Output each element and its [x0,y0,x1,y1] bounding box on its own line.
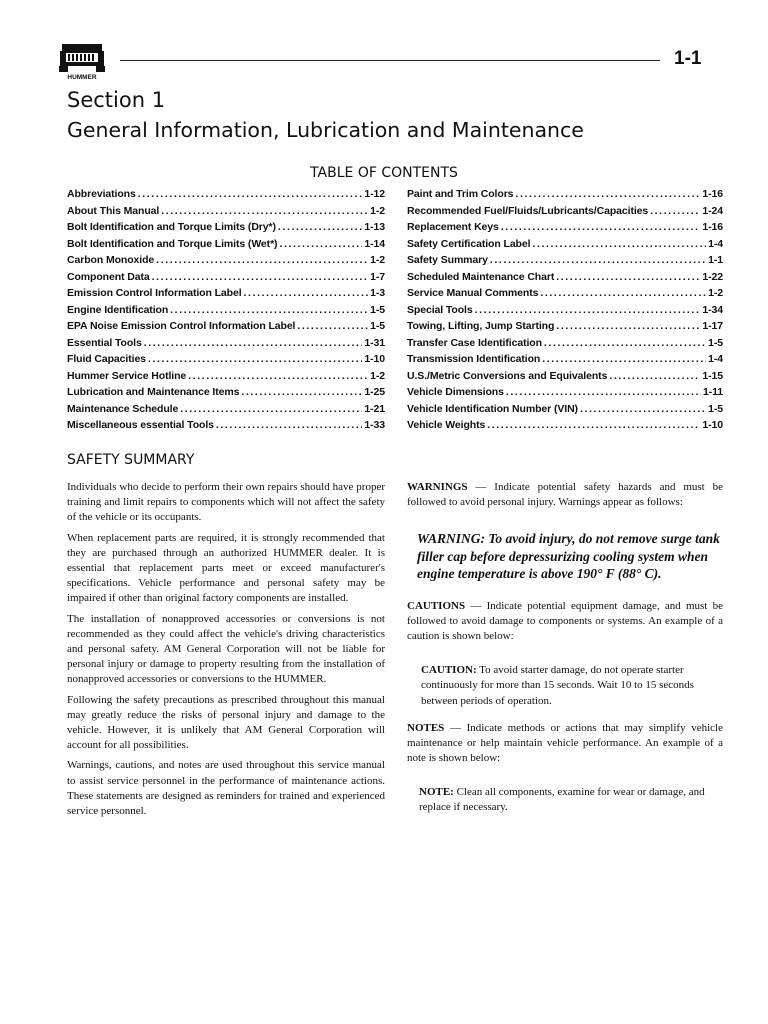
header-rule [120,60,660,61]
page-title: General Information, Lubrication and Maintenance [67,118,584,142]
logo-text: HUMMER [67,74,97,80]
toc-entry-label: Replacement Keys [407,221,499,233]
toc-entry-page: 1-2 [370,369,385,382]
toc-entry-label: Maintenance Schedule [67,402,179,415]
toc-entry-page: 1-10 [364,353,385,365]
toc-entry[interactable] [67,271,385,288]
toc-entry[interactable] [407,320,723,337]
body-paragraph: Warnings, cautions, and notes are used throughout this service manual to assist service personnel in the performance of maintenance actions. These statements are designed as reminders for trained and experienced service personnel. [67,759,385,818]
toc-entry-label: Service Manual Comments [407,287,539,299]
warnings-definition [407,480,723,510]
toc-entry-label: Safety Summary [407,254,488,266]
toc-entry-page: 1-5 [370,320,385,332]
toc-entry-page: 1-4 [708,237,723,250]
toc-entry-label: Safety Certification Label [407,237,531,250]
toc-entry[interactable] [407,271,723,288]
body-paragraph: When replacement parts are required, it is strongly recommended that they are purchased through an authorized HUMMER dealer. It is essential that replacement parts meet or exceed manufacturer's specifications. Vehicle performance and personal safety may be impaired if other than original factory components are installed. [67,531,385,605]
toc-entry-page: 1-1 [708,254,723,266]
body-paragraph: The installation of nonapproved accessories or conversions is not recommended as they could affect the vehicle's driving characteristics and personal safety. AM General Corporation will not be liable for personal injury or damage to property resulting from the installation of nonapproved accessories or conversions to the HUMMER. [67,612,385,686]
toc-entry-label: Vehicle Identification Number (VIN) [407,402,578,415]
toc-entry-page: 1-16 [702,188,723,200]
toc-entry[interactable] [407,370,723,387]
toc-entry[interactable] [67,403,385,420]
toc-entry-page: 1-15 [702,369,723,382]
toc-entry[interactable] [407,419,723,436]
notes-text: — Indicate methods or actions that may simplify vehicle maintenance or help maintain vehicle performance. An example of a note is shown below: [407,722,723,765]
note-example [419,785,723,816]
toc-entry[interactable] [67,337,385,354]
toc-entry[interactable] [407,205,723,222]
cautions-term: CAUTIONS [407,599,466,612]
safety-right-column [407,480,723,816]
toc-entry-page: 1-16 [702,221,723,233]
toc-entry-label: Abbreviations [67,188,136,200]
toc-entry-label: Vehicle Weights [407,419,486,431]
cautions-text: — Indicate potential equipment damage, and must be followed to avoid damage to components or systems. An example of a caution is shown below: [407,599,723,643]
toc-entry[interactable] [407,386,723,403]
toc-entry-label: Component Data [67,270,150,283]
toc-entry-page: 1-14 [364,237,385,250]
toc-entry-label: Emission Control Information Label [67,287,242,299]
toc-entry-label: Lubrication and Maintenance Items [67,386,240,398]
toc-entry[interactable] [67,304,385,321]
toc-entry-page: 1-5 [708,336,723,349]
caution-example [421,663,723,710]
toc-entry-page: 1-3 [370,287,385,299]
toc-entry[interactable] [67,238,385,255]
toc-entry-label: Fluid Capacities [67,353,146,365]
toc-entry-page: 1-24 [702,204,723,217]
toc-heading: TABLE OF CONTENTS [310,165,458,181]
toc-entry[interactable] [407,254,723,271]
toc-entry[interactable] [407,188,723,205]
toc-entry[interactable] [67,320,385,337]
toc-entry-label: Carbon Monoxide [67,254,155,266]
toc-entry-page: 1-17 [702,320,723,332]
toc-entry-label: Hummer Service Hotline [67,369,187,382]
toc-entry-label: Scheduled Maintenance Chart [407,270,555,283]
toc-entry-page: 1-5 [708,402,723,415]
body-paragraph: Following the safety precautions as prescribed throughout this manual may greatly reduce the risks of personal injury and damage to the vehicle. However, it is unlikely that AM General Corporation will account for all possibilities. [67,693,385,752]
toc-entry-label: Miscellaneous essential Tools [67,419,214,431]
toc-entry-label: Paint and Trim Colors [407,188,514,200]
toc-entry[interactable] [407,221,723,238]
toc-entry[interactable] [407,287,723,304]
toc-left-column [67,188,385,436]
page-number: 1-1 [674,48,702,69]
toc-entry[interactable] [67,221,385,238]
toc-entry-label: About This Manual [67,204,160,217]
toc-entry-page: 1-4 [708,353,723,365]
note-label: NOTE: [419,785,454,798]
toc-entry-page: 1-11 [702,386,723,398]
toc-entry[interactable] [67,353,385,370]
toc-entry-page: 1-5 [370,303,385,316]
hummer-logo-icon [58,42,106,80]
toc-entry-label: EPA Noise Emission Control Information Label [67,320,296,332]
toc-entry-label: Transmission Identification [407,353,541,365]
warnings-text: — Indicate potential safety hazards and must be followed to avoid personal injury. Warnings appear as follows: [407,481,723,509]
toc-entry-label: Transfer Case Identification [407,336,542,349]
toc-entry[interactable] [67,254,385,271]
toc-entry-page: 1-21 [364,402,385,415]
warning-example: WARNING: To avoid injury, do not remove surge tank filler cap before depressurizing cooling system when engine temperature is above 190° F (88° C). [417,531,720,582]
toc-entry-label: Bolt Identification and Torque Limits (Wet*) [67,237,278,250]
toc-entry-label: Bolt Identification and Torque Limits (Dry*) [67,221,276,233]
toc-entry-page: 1-34 [702,303,723,316]
note-text: Clean all components, examine for wear or damage, and replace if necessary. [419,785,705,814]
section-label: Section 1 [67,88,166,112]
toc-entry-label: Towing, Lifting, Jump Starting [407,320,555,332]
toc-entry-page: 1-12 [364,188,385,200]
toc-entry-page: 1-31 [364,336,385,349]
toc-entry-label: Special Tools [407,303,473,316]
toc-entry-page: 1-7 [370,270,385,283]
toc-entry-label: Vehicle Dimensions [407,386,504,398]
notes-term: NOTES [407,722,445,735]
toc-entry[interactable] [67,188,385,205]
notes-definition [407,721,723,767]
toc-entry-label: U.S./Metric Conversions and Equivalents [407,369,608,382]
toc-right-column [407,188,723,436]
toc-entry-page: 1-13 [364,221,385,233]
warnings-term: WARNINGS [407,481,468,493]
safety-summary-heading: SAFETY SUMMARY [67,452,195,468]
safety-left-column [67,480,385,824]
toc-entry[interactable] [67,419,385,436]
toc-entry-page: 1-25 [364,386,385,398]
toc-entry-page: 1-22 [702,270,723,283]
toc-entry[interactable] [67,205,385,222]
toc-entry-page: 1-10 [702,419,723,431]
toc-entry-label: Recommended Fuel/Fluids/Lubricants/Capacities [407,204,649,217]
toc-entry[interactable] [67,386,385,403]
toc-entry[interactable] [67,287,385,304]
toc-entry[interactable] [407,337,723,354]
toc-entry-label: Engine Identification [67,303,169,316]
caution-label: CAUTION: [421,663,477,676]
toc-entry[interactable] [407,403,723,420]
body-paragraph: Individuals who decide to perform their own repairs should have proper training and limit repairs to components which will not affect the safety of the vehicle or its occupants. [67,481,385,524]
toc-entry-page: 1-33 [364,419,385,431]
toc-entry-page: 1-2 [370,204,385,217]
caution-text: To avoid starter damage, do not operate starter continuously for more than 15 seconds. Wait 10 to 15 seconds between periods of operation. [421,663,694,707]
toc-entry-page: 1-2 [370,254,385,266]
toc-entry[interactable] [67,370,385,387]
toc-entry-page: 1-2 [708,287,723,299]
toc-entry-label: Essential Tools [67,336,142,349]
toc-entry[interactable] [407,353,723,370]
toc-entry[interactable] [407,238,723,255]
cautions-definition [407,599,723,645]
toc-entry[interactable] [407,304,723,321]
